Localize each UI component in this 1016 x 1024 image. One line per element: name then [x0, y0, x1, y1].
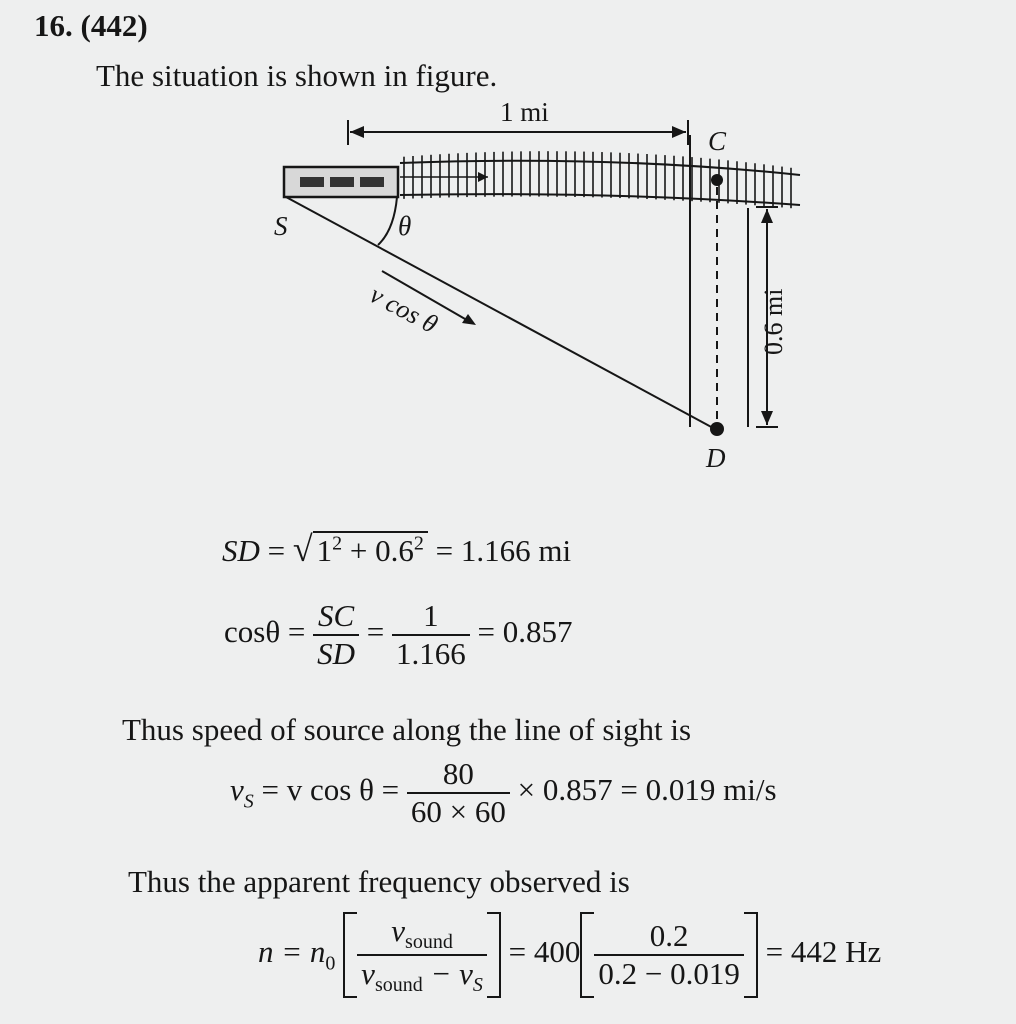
right-bracket: [487, 912, 501, 998]
point-d-label: D: [706, 443, 726, 473]
height-label: 0.6 mi: [759, 288, 788, 355]
point-d-dot: [710, 422, 724, 436]
point-c-dot: [711, 174, 723, 186]
line-of-sight-text: Thus speed of source along the line of sight is: [122, 712, 692, 747]
distance-label: 1 mi: [500, 97, 549, 127]
equation-sd: SD = √ $1^2 + 0.6^2 = 1.166$ mi: [222, 529, 572, 569]
intro-text: The situation is shown in figure.: [96, 58, 498, 93]
equation-vs: $v_S = v$ cos θ = $\frac{80}{60 \times 60}$ × 0.857 = 0.019 mi/s: [230, 756, 777, 829]
track-ties: [404, 151, 791, 208]
train-track-figure: [260, 95, 820, 485]
velocity-label: v cos θ: [365, 279, 443, 340]
angle-label: θ: [398, 211, 412, 241]
equation-frequency: $n = n_0$ $\frac{v_{sound}}{v_{sound} - v_S}$ = 400 $\frac{0.2}{0.2 - 0.019}$ = 442 Hz: [258, 912, 882, 997]
point-s-label: S: [274, 211, 288, 241]
right-bracket-2: [744, 912, 758, 998]
left-bracket-2: [580, 912, 594, 998]
equation-cos-theta: cosθ = $\frac{SC}{SD}$ = $\frac{1}{1.166}$ = 0.857: [224, 598, 573, 671]
point-c-label: C: [708, 126, 727, 156]
left-bracket: [343, 912, 357, 998]
problem-heading: 16. (442): [34, 8, 148, 43]
apparent-frequency-text: Thus the apparent frequency observed is: [128, 864, 630, 899]
